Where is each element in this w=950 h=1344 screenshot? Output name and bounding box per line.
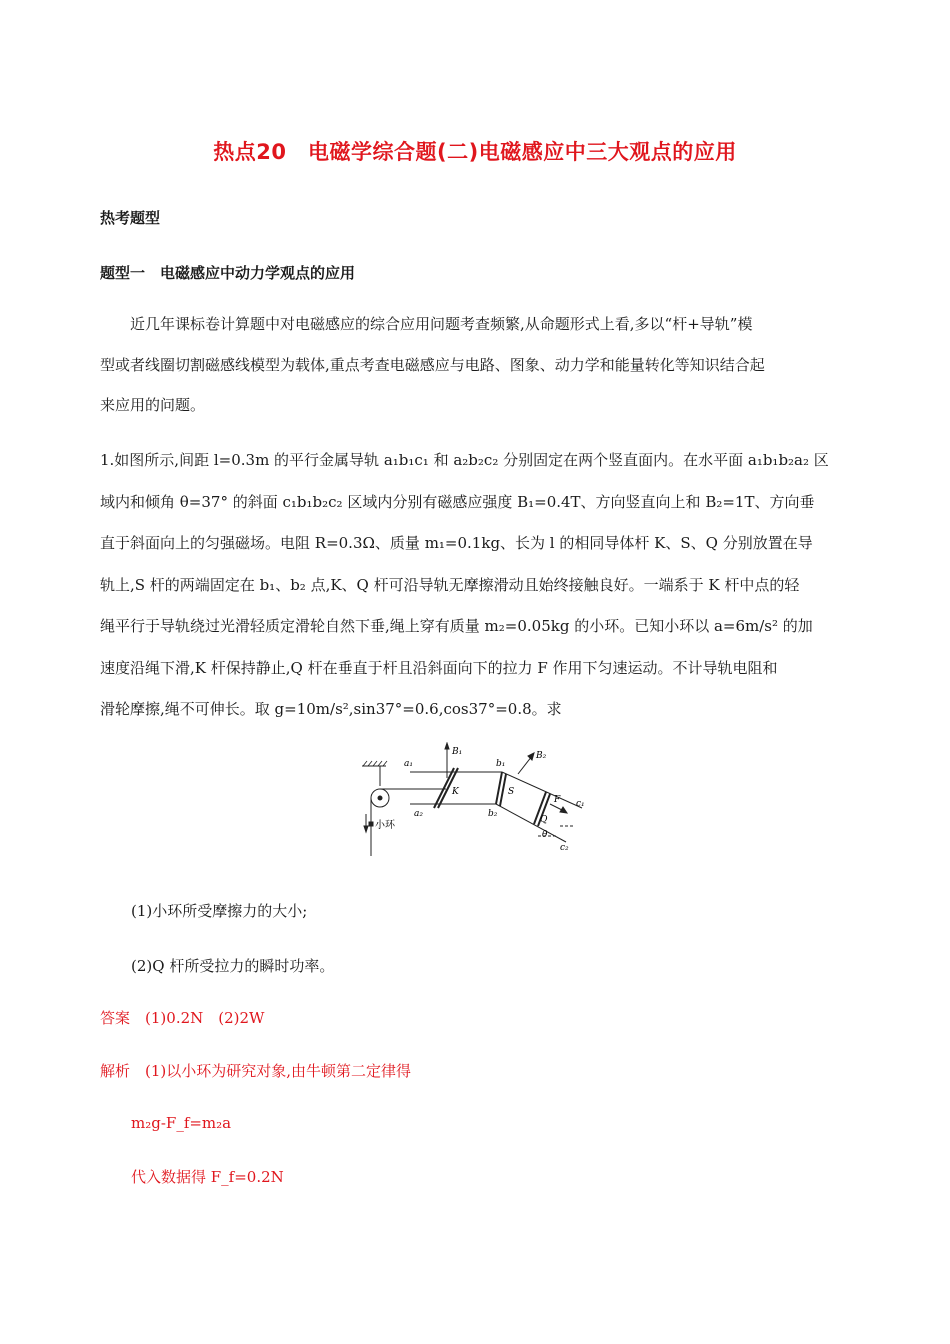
question-1: (1)小环所受摩擦力的大小; xyxy=(131,902,308,920)
intro-line: 型或者线圈切割磁感线模型为载体,重点考查电磁感应与电路、图象、动力学和能量转化等知识结合起 xyxy=(100,355,765,374)
answer-label: 答案 xyxy=(100,1009,131,1027)
label-a2: a₂ xyxy=(414,809,423,819)
label-Q: Q xyxy=(540,815,548,825)
label-K: K xyxy=(452,787,459,797)
problem-line: 直于斜面向上的匀强磁场。电阻 R=0.3Ω、质量 m₁=0.1kg、长为 l 的相同导体杆 K、S、Q 分别放置在导 xyxy=(100,534,813,552)
label-b1: b₁ xyxy=(496,759,506,769)
hot-heading: 热考题型 xyxy=(100,209,161,227)
label-B2: B₂ xyxy=(536,751,547,761)
label-b2: b₂ xyxy=(488,809,498,819)
analysis-line xyxy=(100,1060,411,1081)
analysis-label: 解析 xyxy=(100,1062,131,1080)
label-ring: 小环 xyxy=(375,820,395,831)
label-F: F xyxy=(554,795,561,805)
label-c1: c₁ xyxy=(576,799,585,809)
analysis-text: (1)以小环为研究对象,由牛顿第二定律得 xyxy=(145,1062,412,1080)
intro-paragraph xyxy=(100,304,852,426)
page-title: 热点20 电磁学综合题(二)电磁感应中三大观点的应用 xyxy=(213,140,737,164)
type-heading: 题型一 电磁感应中动力学观点的应用 xyxy=(100,264,356,282)
label-B1: B₁ xyxy=(452,747,463,757)
problem-line: 域内和倾角 θ=37° 的斜面 c₁b₁b₂c₂ 区域内分别有磁感应强度 B₁=0.4T、方向竖直向上和 B₂=1T、方向垂 xyxy=(100,492,815,511)
question-2: (2)Q 杆所受拉力的瞬时功率。 xyxy=(131,957,335,975)
label-theta: θ xyxy=(542,830,548,840)
problem-line: 绳平行于导轨绕过光滑轻质定滑轮自然下垂,绳上穿有质量 m₂=0.05kg 的小环。已知小环以 a=6m/s² 的加 xyxy=(100,617,813,635)
intro-line: 来应用的问题。 xyxy=(100,396,206,414)
answer-line xyxy=(100,1007,264,1028)
problem-line: 速度沿绳下滑,K 杆保持静止,Q 杆在垂直于杆且沿斜面向下的拉力 F 作用下匀速运动。不计导轨电阻和 xyxy=(100,658,778,677)
analysis-equation: m₂g-F_f=m₂a xyxy=(131,1114,232,1132)
label-S: S xyxy=(508,787,515,797)
answer-text: (1)0.2N (2)2W xyxy=(145,1009,265,1027)
problem-line: 滑轮摩擦,绳不可伸长。取 g=10m/s²,sin37°=0.6,cos37°=0.8。求 xyxy=(100,700,562,718)
intro-line: 近几年课标卷计算题中对电磁感应的综合应用问题考查频繁,从命题形式上看,多以“杆+导轨”模 xyxy=(130,315,753,333)
analysis-result: 代入数据得 F_f=0.2N xyxy=(131,1168,284,1186)
problem-line: 轨上,S 杆的两端固定在 b₁、b₂ 点,K、Q 杆可沿导轨无摩擦滑动且始终接触良好。一端系于 K 杆中点的轻 xyxy=(100,575,800,594)
problem-line: 1.如图所示,间距 l=0.3m 的平行金属导轨 a₁b₁c₁ 和 a₂b₂c₂ 分别固定在两个竖直面内。在水平面 a₁b₁b₂a₂ 区 xyxy=(100,451,829,469)
problem-statement xyxy=(100,440,852,731)
rail-diagram xyxy=(360,742,592,860)
label-a1: a₁ xyxy=(404,759,413,769)
label-c2: c₂ xyxy=(560,843,569,853)
